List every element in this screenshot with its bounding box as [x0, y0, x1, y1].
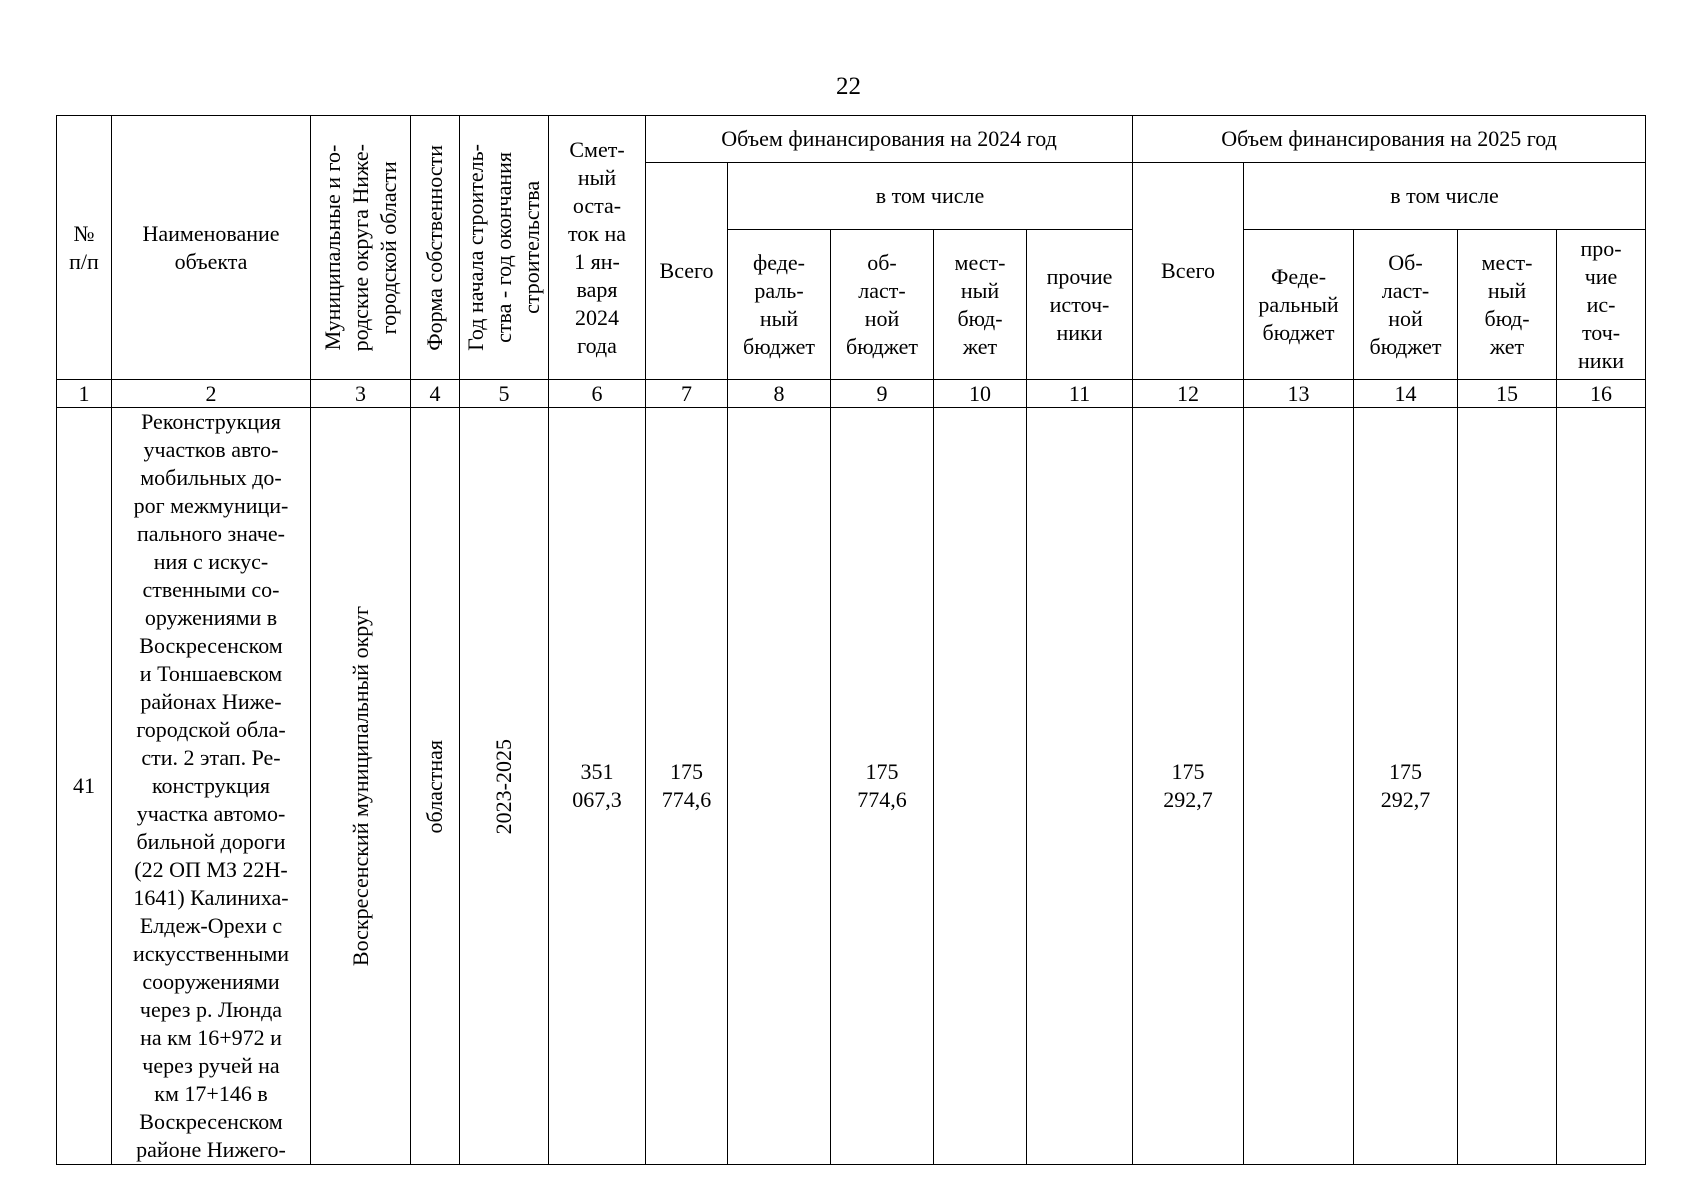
column-number: 12 — [1133, 380, 1244, 408]
header-local-2024: мест- ный бюд- жет — [934, 230, 1027, 380]
header-years-text: Год начала строитель- ства - год окончания строительства — [463, 144, 544, 352]
row-federal-2025 — [1244, 408, 1354, 1165]
row-estimate-value: 351 067,3 — [572, 759, 622, 813]
header-ownership-text: Форма собственности — [422, 144, 447, 351]
row-ownership — [411, 408, 460, 1165]
header-fin-2024: Объем финансирования на 2024 год — [646, 116, 1133, 163]
header-estimate: Смет- ный оста- ток на 1 ян- варя 2024 года — [549, 116, 646, 380]
row-other-2024 — [1027, 408, 1133, 1165]
table-row — [57, 408, 1646, 1165]
row-total-2025 — [1133, 408, 1244, 1165]
column-number: 10 — [934, 380, 1027, 408]
header-name: Наименование объекта — [112, 116, 311, 380]
header-total-2025: Всего — [1133, 163, 1244, 380]
header-local-2025: мест- ный бюд- жет — [1458, 230, 1557, 380]
header-regional-2024: об- ласт- ной бюджет — [831, 230, 934, 380]
row-ownership-text: областная — [422, 739, 447, 834]
header-municipal-text: Муниципальные и го- родские округа Ниже- городской области — [319, 144, 401, 352]
header-other-2025: про- чие ис- точ- ники — [1557, 230, 1646, 380]
row-federal-2024 — [728, 408, 831, 1165]
header-regional-2025: Об- ласт- ной бюджет — [1354, 230, 1458, 380]
column-number: 5 — [460, 380, 549, 408]
header-fin-2025: Объем финансирования на 2025 год — [1133, 116, 1646, 163]
row-local-2025 — [1458, 408, 1557, 1165]
row-other-2025 — [1557, 408, 1646, 1165]
row-regional-2025 — [1354, 408, 1458, 1165]
column-number: 2 — [112, 380, 311, 408]
row-total-2024-value: 175 774,6 — [661, 759, 712, 813]
header-other-2024: прочие источ- ники — [1027, 230, 1133, 380]
column-number: 4 — [411, 380, 460, 408]
row-regional-2025-value: 175 292,7 — [1380, 759, 1431, 813]
row-years — [460, 408, 549, 1165]
header-incl-2024: в том числе — [728, 163, 1133, 230]
page-number: 22 — [836, 73, 861, 100]
column-number: 13 — [1244, 380, 1354, 408]
header-municipal — [311, 116, 411, 380]
row-local-2024 — [934, 408, 1027, 1165]
header-federal-2024: феде- раль- ный бюджет — [728, 230, 831, 380]
column-number: 16 — [1557, 380, 1646, 408]
row-estimate — [549, 408, 646, 1165]
header-years — [460, 116, 549, 380]
row-years-text: 2023-2025 — [491, 738, 516, 835]
column-number-row — [57, 380, 1646, 408]
row-total-2024 — [646, 408, 728, 1165]
column-number: 7 — [646, 380, 728, 408]
row-municipal — [311, 408, 411, 1165]
row-total-2025-value: 175 292,7 — [1163, 759, 1213, 813]
column-number: 15 — [1458, 380, 1557, 408]
column-number: 11 — [1027, 380, 1133, 408]
row-municipal-text: Воскресенский муниципальный округ — [347, 606, 373, 967]
header-total-2024: Всего — [646, 163, 728, 380]
header-federal-2025: Феде- ральный бюджет — [1244, 230, 1354, 380]
financing-table — [56, 115, 1646, 1165]
header-incl-2025: в том числе — [1244, 163, 1646, 230]
row-regional-2024-value: 175 774,6 — [857, 759, 907, 813]
header-ownership — [411, 116, 460, 380]
row-num: 41 — [57, 408, 112, 1165]
column-number: 1 — [57, 380, 112, 408]
column-number: 9 — [831, 380, 934, 408]
row-regional-2024 — [831, 408, 934, 1165]
column-number: 14 — [1354, 380, 1458, 408]
row-object-name: Реконструкция участков авто- мобильных до- рог межмуници- пального значе- ния с искус- ственными со- оружениями в Воскресенском и Тоншаевском районах Ниже- городской обла- сти. 2 этап. Ре- конструкция участка автомо- бильной дороги (22 ОП МЗ 22Н- 1641) Калиниха- Елдеж-Орехи с искусственными сооружениями через р. Люнда на км 16+972 и через ручей на км 17+146 в Воскресенском районе Нижего- — [112, 408, 311, 1165]
column-number: 8 — [728, 380, 831, 408]
header-num: № п/п — [57, 116, 112, 380]
column-number: 6 — [549, 380, 646, 408]
column-number: 3 — [311, 380, 411, 408]
